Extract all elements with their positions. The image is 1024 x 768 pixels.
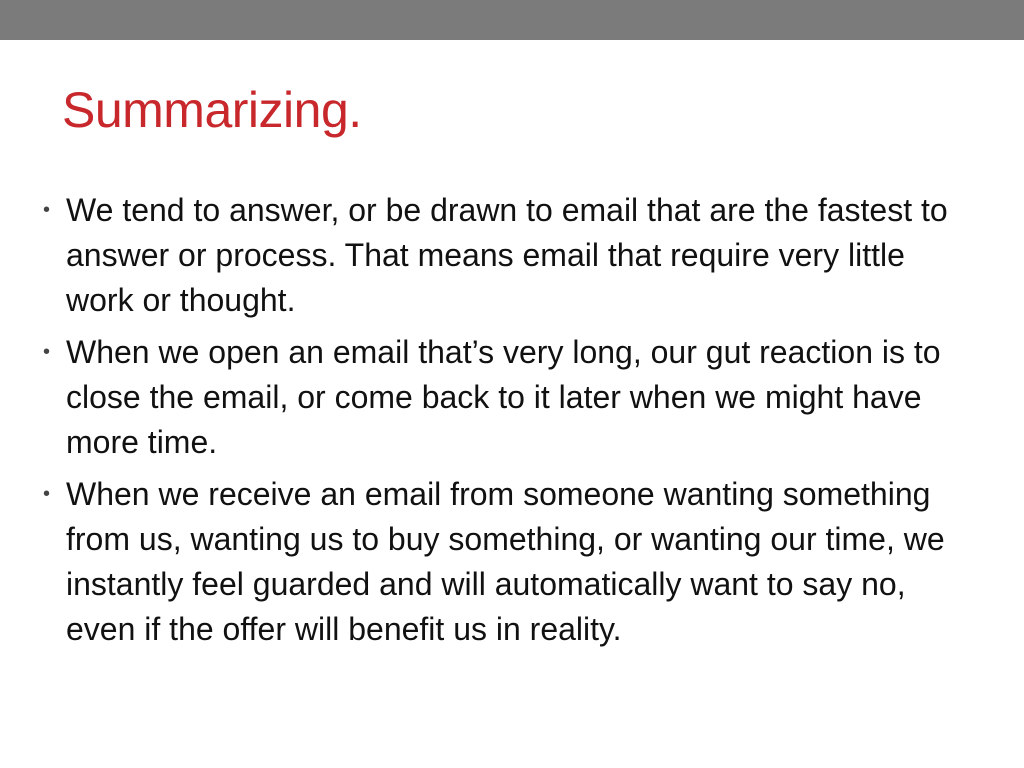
bullet-item-1 xyxy=(40,188,975,323)
bullet-item-3 xyxy=(40,472,975,652)
slide-title: Summarizing. xyxy=(62,82,362,138)
top-accent-bar xyxy=(0,0,1024,40)
bullet-dot-icon: • xyxy=(43,483,51,505)
bullet-text: When we receive an email from someone wanting something from us, wanting us to buy something, or wanting our time, we instantly feel guarded and will automatically want to say no, even if the offer will benefit us in reality. xyxy=(66,476,945,647)
bullet-list xyxy=(40,188,975,659)
bullet-dot-icon: • xyxy=(43,199,51,221)
bullet-item-2 xyxy=(40,330,975,465)
bullet-text: When we open an email that’s very long, our gut reaction is to close the email, or come back to it later when we might have more time. xyxy=(66,334,941,460)
bullet-text: We tend to answer, or be drawn to email that are the fastest to answer or process. That means email that require very little work or thought. xyxy=(66,192,948,318)
bullet-dot-icon: • xyxy=(43,341,51,363)
